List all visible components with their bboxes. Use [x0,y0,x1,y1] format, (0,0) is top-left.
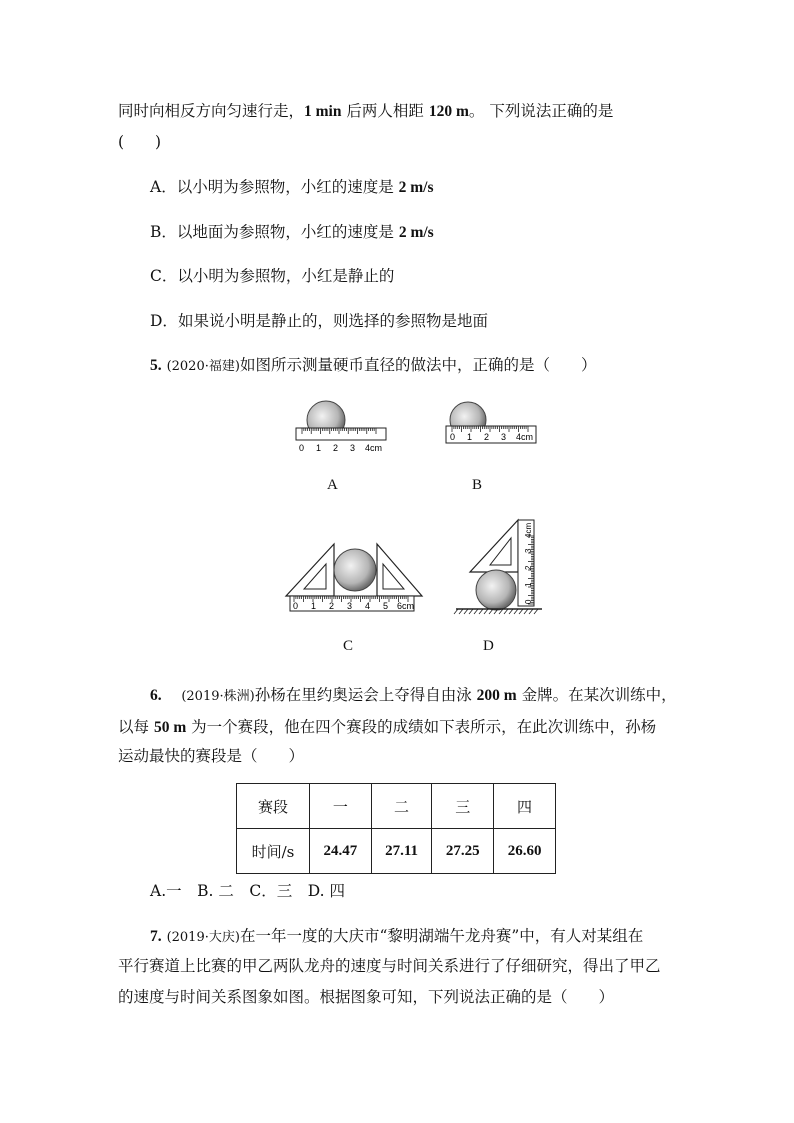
option-letter: D． [150,312,178,330]
q7-stem-line-1 [150,925,643,949]
figure-c-label: C [343,638,354,654]
figure-a-label: A [327,477,338,493]
q4-option-a [150,176,434,199]
figure-b-ruler-coin [446,402,538,447]
table-row [237,784,556,829]
table-cell: 二 [371,784,431,829]
q4-stem-text: 同时向相反方向匀速行走， [118,102,305,120]
q6-results-table [236,783,556,874]
ruler-tick-label: 4cm [365,443,383,453]
figure-b-label: B [472,477,483,493]
option-text: 以小明为参照物，小红的速度是 [176,178,399,196]
ruler-tick-label: 2 [333,443,339,453]
q5-stem-text: 如图所示测量硬币直径的做法中，正确的是（ ） [239,356,597,374]
q5-source: (2020·福建) [166,359,240,374]
q6-stem-line-1 [150,684,677,708]
ruler-tick-label: 6cm [397,601,415,611]
q4-stem-line [118,100,613,123]
q6-number: 6. [150,687,162,704]
q4-stem-text-3: 。 下列说法正确的是 [468,102,614,120]
ruler-tick-label: 2 [484,432,490,442]
ruler-tick-label: 1 [311,601,317,611]
q4-option-c [150,265,394,287]
figure-a-ruler-coin [296,400,388,455]
q7-number: 7. [150,928,162,945]
table-row [237,829,556,874]
q7-stem-line-2: 平行赛道上比赛的甲乙两队龙舟的速度与时间关系进行了仔细研究，得出了甲乙 [118,957,661,975]
ruler-tick-label: 3 [350,443,356,453]
table-cell: 27.25 [432,829,494,874]
q6-stem-text-end: 金牌。在某次训练中， [516,686,677,704]
option-letter: A． [150,178,177,196]
q4-answer-paren: ( ) [118,133,162,151]
q6-stem-line-3: 运动最快的赛段是（ ） [118,747,305,765]
ruler-tick-label: 0 [299,443,305,453]
ruler-tick-label: 3 [524,548,533,553]
q7-stem-line-3: 的速度与时间关系图象如图。根据图象可知，下列说法正确的是（ ） [118,988,615,1006]
ruler-tick-label: 4cm [516,432,534,442]
ruler-tick-label: 2 [524,565,533,570]
ruler-tick-label: 2 [329,601,335,611]
q4-option-b [150,221,434,244]
ruler-tick-label: 5 [383,601,389,611]
ruler-tick-label: 0 [524,599,533,604]
option-text: 如果说小明是静止的，则选择的参照物是地面 [177,312,488,330]
ruler-tick-label: 4 [365,601,371,611]
ruler-tick-label: 0 [293,601,299,611]
q6-source: (2019·株洲) [181,689,255,704]
table-cell: 26.60 [494,829,556,874]
q6-stem-text-2a: 以每 [118,718,154,736]
option-value: 2 m/s [398,224,434,241]
ruler-tick-label: 4cm [524,522,533,538]
figure-d-vertical-ruler-coin [456,518,542,614]
ruler-tick-label: 3 [501,432,507,442]
q4-stem-text-2: 后两人相距 [341,102,429,120]
q7-stem-text: 在一年一度的大庆市“黎明湖端午龙舟赛”中，有人对某组在 [239,927,644,945]
q4-distance-value: 120 m [428,103,469,120]
q6-choices: A.一 B. 二 C．三 D. 四 [150,882,345,900]
table-cell: 三 [432,784,494,829]
option-letter: B． [150,223,177,241]
figure-d-label: D [483,638,494,654]
table-cell: 赛段 [237,784,310,829]
option-text: 以小明为参照物，小红是静止的 [177,267,395,285]
table-cell: 时间/s [237,829,310,874]
option-letter: C． [150,267,178,285]
ruler-tick-label: 1 [524,582,533,587]
table-cell: 一 [310,784,372,829]
q6-segment-length: 50 m [153,719,187,736]
figure-c-triangles-coin [282,542,422,614]
q5-number: 5. [150,357,162,374]
option-value: 2 m/s [398,179,434,196]
ruler-tick-label: 1 [316,443,322,453]
q7-source: (2019·大庆) [166,930,240,945]
table-cell: 四 [494,784,556,829]
q6-distance: 200 m [476,687,517,704]
ruler-tick-label: 0 [450,432,456,442]
table-cell: 27.11 [371,829,431,874]
q5-stem [150,354,596,378]
q4-option-d [150,310,488,332]
q6-stem-text-2b: 为一个赛段，他在四个赛段的成绩如下表所示，在此次训练中，孙杨 [186,718,657,736]
q4-time-value: 1 min [304,103,342,120]
ruler-tick-label: 3 [347,601,353,611]
ruler-tick-label: 1 [467,432,473,442]
option-text: 以地面为参照物，小红的速度是 [176,223,399,241]
q6-stem-line-2 [118,716,656,739]
q6-stem-text: 孙杨在里约奥运会上夺得自由泳 [254,686,477,704]
table-cell: 24.47 [310,829,372,874]
